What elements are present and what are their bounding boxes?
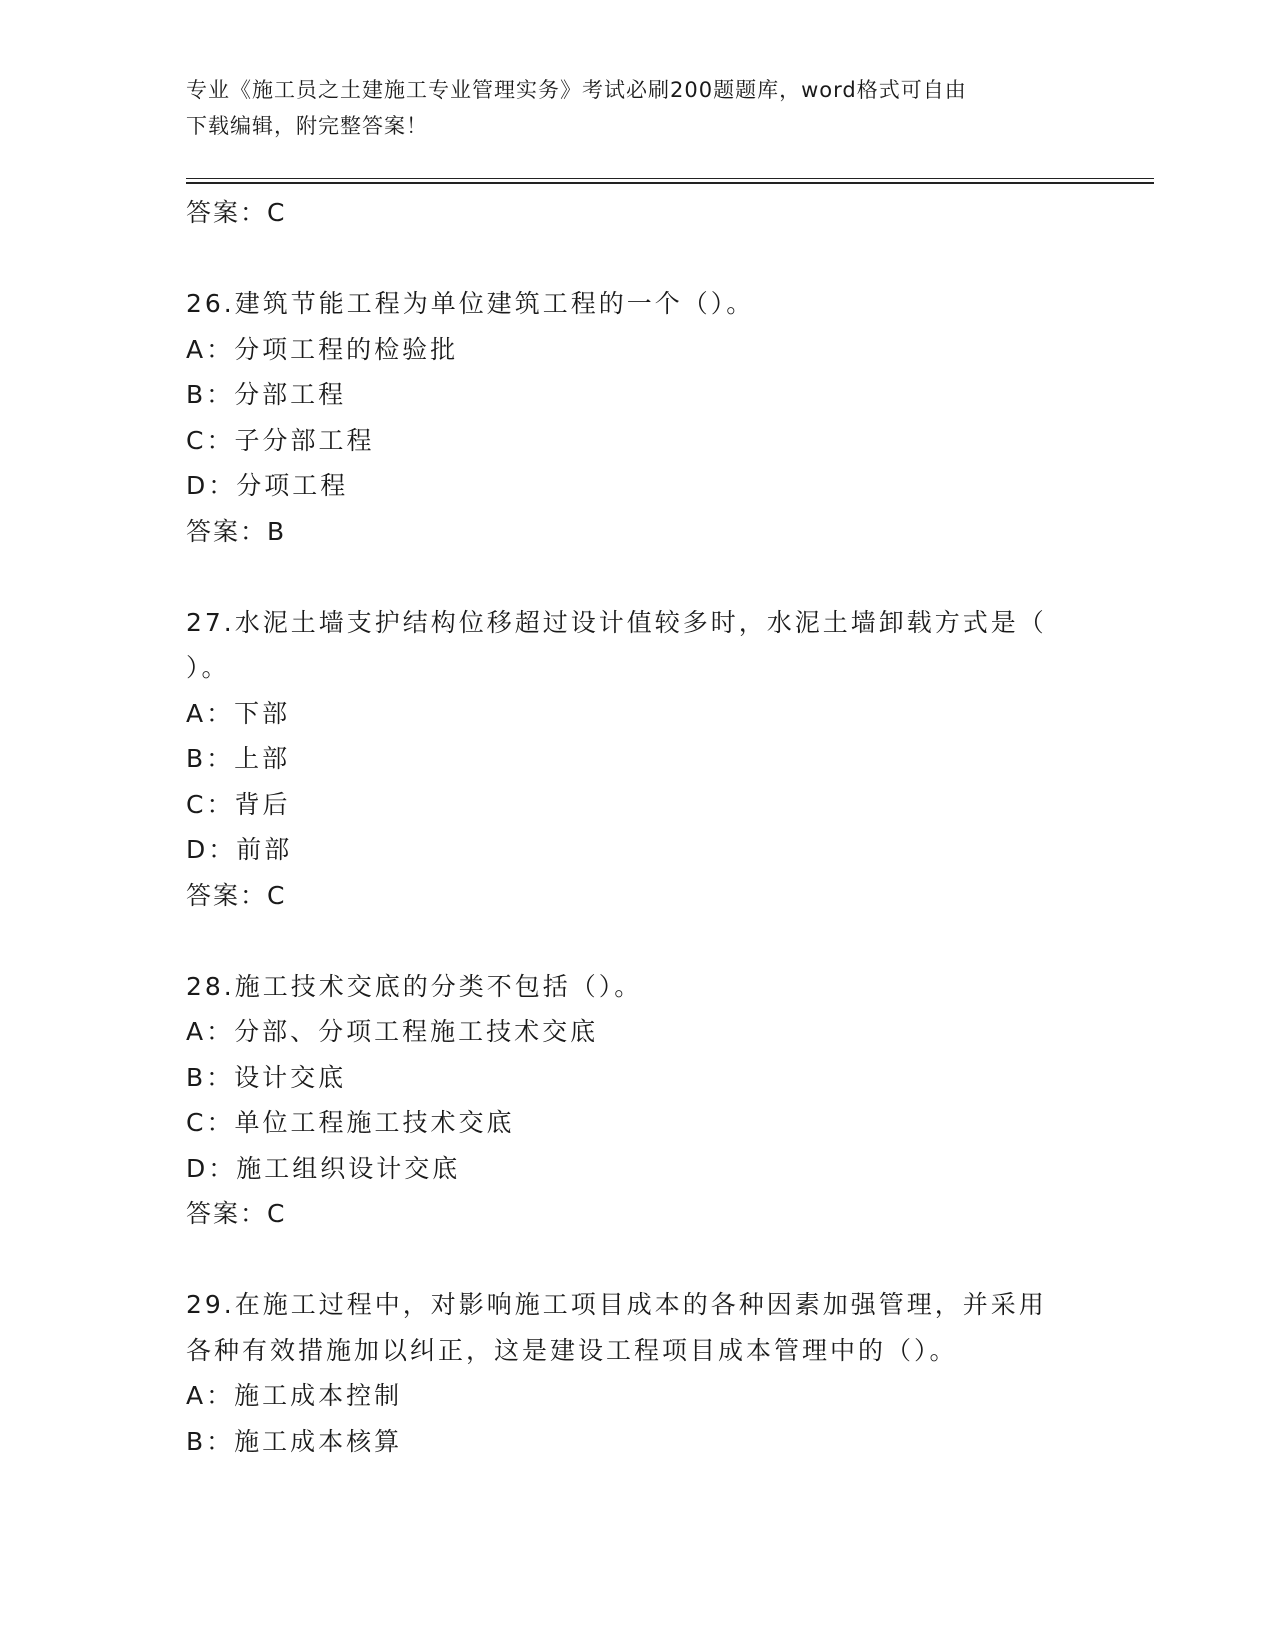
option-a: A：分项工程的检验批 [186, 334, 459, 364]
option-c: C：单位工程施工技术交底 [186, 1108, 515, 1137]
question-stem-line-1: 27.水泥土墙支护结构位移超过设计值较多时，水泥土墙卸载方式是（ [186, 607, 1047, 637]
option-d: D：前部 [186, 835, 293, 864]
answer-line: 答案：B [186, 516, 287, 546]
question-list [186, 190, 1086, 1464]
option-a: A：分部、分项工程施工技术交底 [186, 1017, 599, 1046]
option-a: A：下部 [186, 698, 291, 728]
question-stem-line-1: 29.在施工过程中，对影响施工项目成本的各种因素加强管理，并采用 [186, 1290, 1047, 1319]
answer-line: 答案：C [186, 880, 287, 910]
option-d: D：施工组织设计交底 [186, 1153, 461, 1183]
header-divider-thin [186, 178, 1154, 179]
question-stem-line-2: 各种有效措施加以纠正，这是建设工程项目成本管理中的（）。 [186, 1335, 958, 1365]
question-27 [186, 600, 1086, 919]
answer-line: 答案：C [186, 1199, 287, 1228]
option-b: B：设计交底 [186, 1062, 347, 1092]
header-title-line-2: 下载编辑，附完整答案！ [186, 114, 428, 138]
question-29 [186, 1282, 1086, 1464]
option-a: A：施工成本控制 [186, 1381, 403, 1410]
question-26 [186, 281, 1086, 554]
answer-line: 答案：C [186, 198, 287, 227]
question-stem: 28.施工技术交底的分类不包括（）。 [186, 971, 643, 1001]
question-stem-line-2: ）。 [186, 653, 230, 682]
option-d: D：分项工程 [186, 471, 349, 500]
spacer [186, 1237, 1086, 1283]
spacer [186, 918, 1086, 964]
spacer [186, 554, 1086, 600]
option-b: B：上部 [186, 744, 291, 773]
header-title-line-1: 专业《施工员之土建施工专业管理实务》考试必刷200题题库，word格式可自由 [186, 78, 967, 102]
option-c: C：背后 [186, 789, 291, 819]
question-28 [186, 964, 1086, 1237]
option-c: C：子分部工程 [186, 425, 375, 455]
header-divider-thick [186, 182, 1154, 184]
spacer [186, 236, 1086, 282]
document-header [186, 72, 1066, 144]
option-b: B：分部工程 [186, 380, 347, 409]
option-b: B：施工成本核算 [186, 1426, 403, 1456]
question-stem: 26.建筑节能工程为单位建筑工程的一个（）。 [186, 289, 755, 318]
